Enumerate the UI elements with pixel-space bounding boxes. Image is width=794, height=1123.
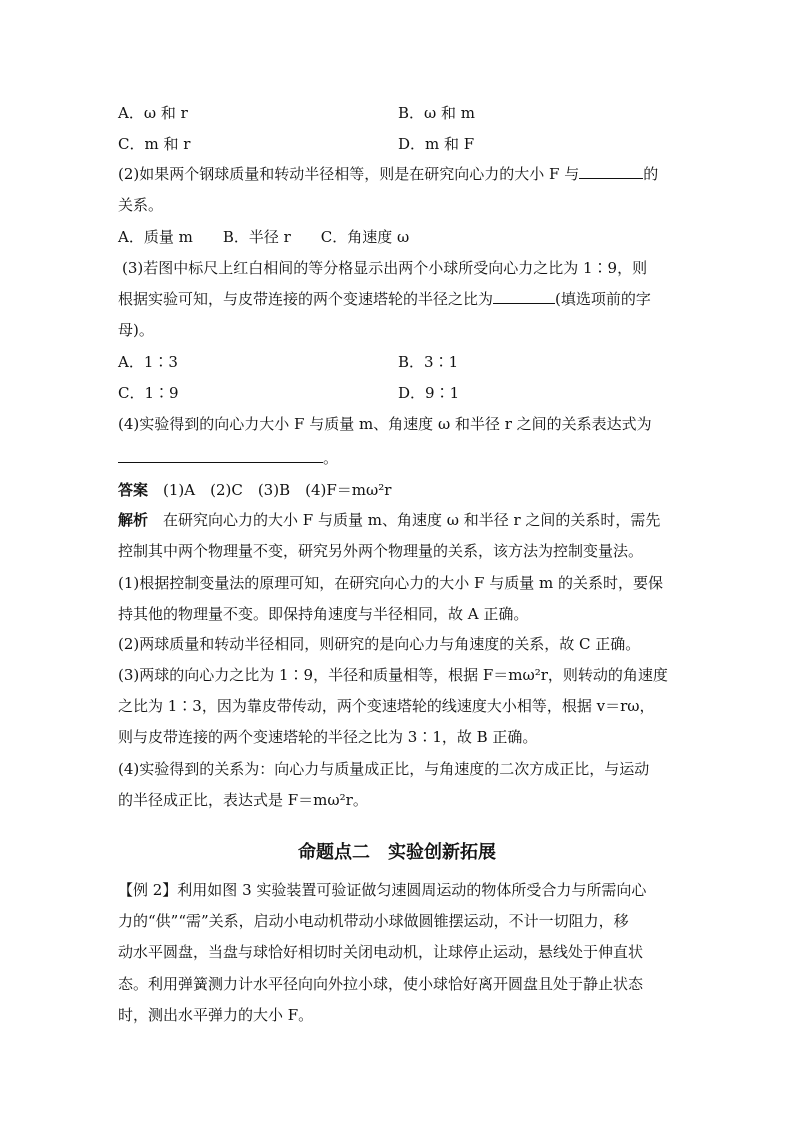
analysis-text: 在研究向心力的大小 F 与质量 m、角速度 ω 和半径 r 之间的关系时，需先 <box>148 511 661 529</box>
answer-line <box>118 480 391 500</box>
answer-text: (1)A (2)C (3)B (4)F＝mω²r <box>148 481 392 499</box>
q1-option-a: A．ω 和 r <box>118 104 188 122</box>
example2-line-5: 时，测出水平弹力的大小 F。 <box>118 1006 314 1024</box>
q4-stem-line-2 <box>118 448 338 468</box>
example2-line-4: 态。利用弹簧测力计水平径向向外拉小球，使小球恰好离开圆盘且处于静止状态 <box>118 975 644 993</box>
q1-option-b: B．ω 和 m <box>398 104 476 122</box>
q4-answer-blank[interactable] <box>118 448 323 463</box>
q3-option-b: B．3∶1 <box>398 353 459 371</box>
q2-stem-tail: 的 <box>643 165 659 183</box>
analysis-line-2: 控制其中两个物理量不变，研究另外两个物理量的关系，该方法为控制变量法。 <box>118 542 644 560</box>
q3-option-c: C．1∶9 <box>118 384 179 402</box>
answer-label: 答案 <box>118 481 149 499</box>
analysis-line-9: (4)实验得到的关系为：向心力与质量成正比，与角速度的二次方成正比，与运动 <box>118 760 650 778</box>
analysis-line-5: (2)两球质量和转动半径相同，则研究的是向心力与角速度的关系，故 C 正确。 <box>118 635 641 653</box>
q2-options: A．质量 m B．半径 r C．角速度 ω <box>118 228 410 246</box>
q3-stem-text: 根据实验可知，与皮带连接的两个变速塔轮的半径之比为 <box>118 290 494 308</box>
q3-stem-line-2 <box>118 289 651 309</box>
analysis-line-10: 的半径成正比，表达式是 F＝mω²r。 <box>118 791 368 809</box>
example2-line-1: 【例 2】利用如图 3 实验装置可验证做匀速圆周运动的物体所受合力与所需向心 <box>118 881 647 899</box>
q2-stem-text: (2)如果两个钢球质量和转动半径相等，则是在研究向心力的大小 F 与 <box>118 165 580 183</box>
example2-line-3: 动水平圆盘，当盘与球恰好相切时关闭电动机，让球停止运动，悬线处于伸直状 <box>118 943 644 961</box>
q3-stem-line-1: (3)若图中标尺上红白相间的等分格显示出两个小球所受向心力之比为 1∶9，则 <box>122 259 648 277</box>
q1-option-c: C．m 和 r <box>118 135 191 153</box>
analysis-line-1 <box>118 510 660 530</box>
analysis-line-3: (1)根据控制变量法的原理可知，在研究向心力的大小 F 与质量 m 的关系时，要保 <box>118 574 663 592</box>
q2-answer-blank[interactable] <box>579 164 643 179</box>
example2-line-2: 力的“供”“需”关系，启动小电动机带动小球做圆锥摆运动，不计一切阻力，移 <box>118 912 629 930</box>
q1-option-d: D．m 和 F <box>398 135 475 153</box>
analysis-line-4: 持其他的物理量不变。即保持角速度与半径相同，故 A 正确。 <box>118 605 529 623</box>
q3-option-d: D．9∶1 <box>398 384 460 402</box>
q4-stem-line-1: (4)实验得到的向心力大小 F 与质量 m、角速度 ω 和半径 r 之间的关系表达式为 <box>118 415 652 433</box>
q2-stem-line-2: 关系。 <box>118 196 164 214</box>
q3-stem-tail: (填选项前的字 <box>555 290 651 308</box>
q3-option-a: A．1∶3 <box>118 353 178 371</box>
analysis-label: 解析 <box>118 511 149 529</box>
q3-stem-line-3: 母)。 <box>118 321 154 339</box>
analysis-line-6: (3)两球的向心力之比为 1∶9，半径和质量相等，根据 F＝mω²r，则转动的角速度 <box>118 666 668 684</box>
section-heading: 命题点二 实验创新拓展 <box>298 842 496 863</box>
q3-answer-blank[interactable] <box>493 289 555 304</box>
analysis-line-8: 则与皮带连接的两个变速塔轮的半径之比为 3∶1，故 B 正确。 <box>118 728 538 746</box>
analysis-line-7: 之比为 1∶3，因为靠皮带传动，两个变速塔轮的线速度大小相等，根据 v＝rω， <box>118 697 655 715</box>
q2-stem-line-1 <box>118 164 658 184</box>
q4-stem-tail: 。 <box>323 449 339 467</box>
